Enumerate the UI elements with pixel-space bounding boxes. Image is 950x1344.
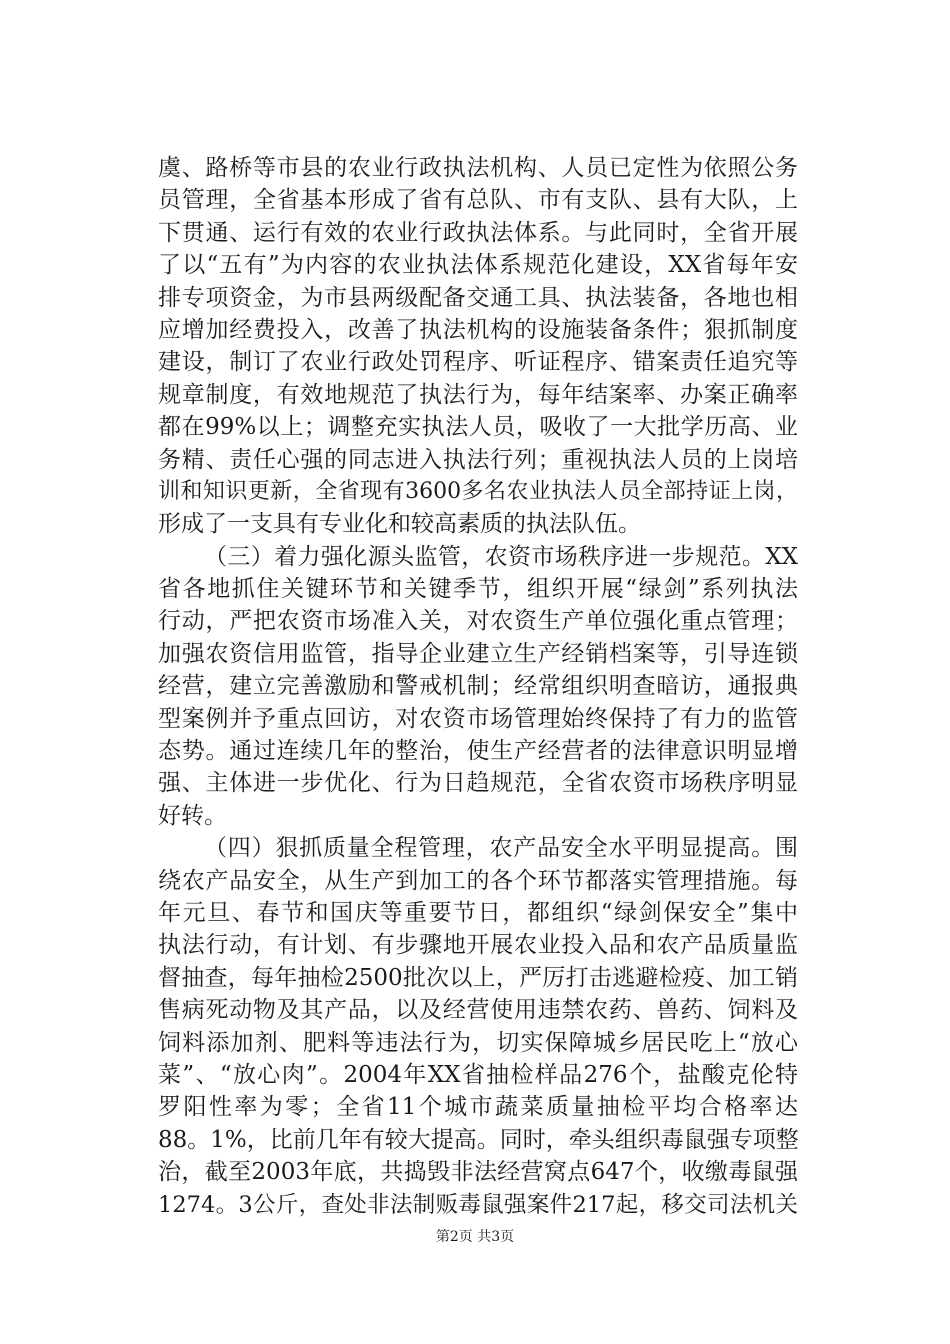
text-line: 建设，制订了农业行政处罚程序、听证程序、错案责任追究等 [158,349,798,376]
text-line: 罗阳性率为零；全省11个城市蔬菜质量抽检平均合格率达 [158,1094,798,1121]
text-line: 都在99%以上；调整充实执法人员，吸收了一大批学历高、业 [158,414,798,441]
text-line: 加强农资信用监管，指导企业建立生产经销档案等，引导连锁 [158,640,798,667]
paragraph-quality-management [158,832,798,1221]
page-number-footer: 第2页 共3页 [435,1229,515,1245]
text-line: 态势。通过连续几年的整治，使生产经营者的法律意识明显增 [158,738,798,765]
document-body [158,152,798,1221]
text-line: 虞、路桥等市县的农业行政执法机构、人员已定性为依照公务 [158,155,798,181]
text-line: 饲料添加剂、肥料等违法行为，切实保障城乡居民吃上“放心 [158,1029,798,1056]
text-line: 年元旦、春节和国庆等重要节日，都组织“绿剑保安全”集中 [158,899,798,926]
paragraph-source-supervision [158,541,798,833]
text-line: 治，截至2003年底，共捣毁非法经营窝点647个，收缴毒鼠强 [158,1159,798,1186]
text-line: 88。1%，比前几年有较大提高。同时，牵头组织毒鼠强专项整 [158,1126,799,1153]
text-line: 省各地抓住关键环节和关键季节，组织开展“绿剑”系列执法 [158,576,798,603]
text-line: 形成了一支具有专业化和较高素质的执法队伍。 [158,511,641,538]
text-line: 好转。 [158,802,227,829]
text-line: 经营，建立完善激励和警戒机制；经常组织明查暗访，通报典 [158,673,798,700]
paragraph-enforcement-system [158,152,798,541]
text-line: 应增加经费投入，改善了执法机构的设施装备条件；狠抓制度 [158,316,798,343]
text-line: 行动，严把农资市场准入关，对农资生产单位强化重点管理； [158,608,798,635]
text-line: 训和知识更新，全省现有3600多名农业执法人员全部持证上岗， [158,478,798,504]
text-line: 售病死动物及其产品，以及经营使用违禁农药、兽药、饲料及 [158,997,798,1024]
text-line: 型案例并予重点回访，对农资市场管理始终保持了有力的监管 [158,705,798,732]
text-line: 排专项资金，为市县两级配备交通工具、执法装备，各地也相 [158,284,798,311]
text-line: （三）着力强化源头监管，农资市场秩序进一步规范。XX [204,543,798,570]
text-line: 1274。3公斤，查处非法制贩毒鼠强案件217起，移交司法机关 [158,1191,798,1218]
text-line: 执法行动，有计划、有步骤地开展农业投入品和农产品质量监 [158,932,798,959]
text-line: 了以“五有”为内容的农业执法体系规范化建设，XX省每年安 [158,252,798,279]
text-line: 强、主体进一步优化、行为日趋规范，全省农资市场秩序明显 [158,770,798,797]
text-line: 员管理，全省基本形成了省有总队、市有支队、县有大队，上 [158,187,798,214]
text-line: 绕农产品安全，从生产到加工的各个环节都落实管理措施。每 [158,867,798,894]
text-line: （四）狠抓质量全程管理，农产品安全水平明显提高。围 [204,835,798,862]
text-line: 下贯通、运行有效的农业行政执法体系。与此同时，全省开展 [158,219,798,246]
text-line: 督抽查，每年抽检2500批次以上，严厉打击逃避检疫、加工销 [158,964,798,991]
text-line: 规章制度，有效地规范了执法行为，每年结案率、办案正确率 [158,381,798,408]
text-line: 菜”、“放心肉”。2004年XX省抽检样品276个，盐酸克伦特 [158,1061,798,1088]
text-line: 务精、责任心强的同志进入执法行列；重视执法人员的上岗培 [158,446,798,473]
